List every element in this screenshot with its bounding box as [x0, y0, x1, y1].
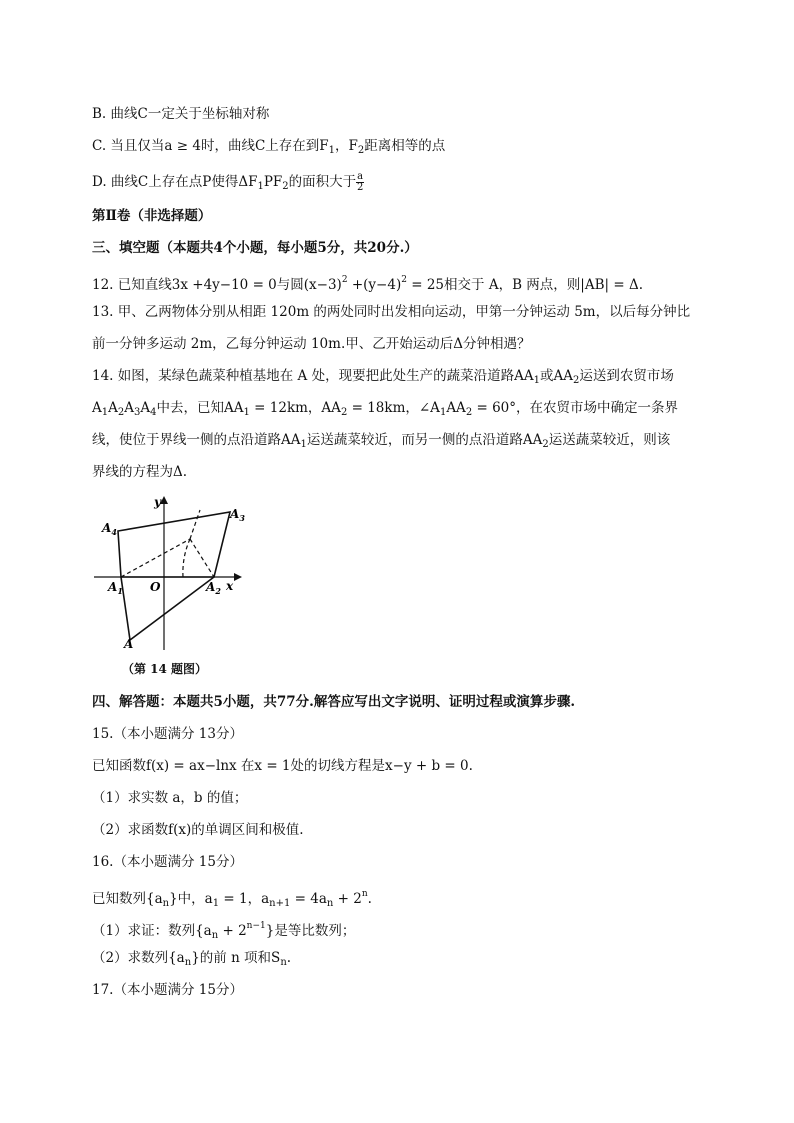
- question-15-part-2: （2）求函数f(x)的单调区间和极值.: [92, 822, 304, 838]
- question-15-head: 15.（本小题满分 13分）: [92, 726, 243, 742]
- question-17-head: 17.（本小题满分 15分）: [92, 982, 243, 998]
- question-16-stem: 已知数列$\{a_n\}$中，$a_1 = 1$，$a_{n+1} = 4a_n + 2^n$.: [92, 889, 372, 909]
- label-a: A: [124, 637, 134, 651]
- road-aa2: [130, 577, 214, 640]
- label-a4: $A_4$: [102, 521, 117, 537]
- question-15-stem: 已知函数f(x) = ax−lnx 在x = 1处的切线方程是x−y + b = 0.: [92, 758, 473, 774]
- fraction-a-over-2: $\frac{a}{2}$: [356, 171, 364, 193]
- label-a1: $A_1$: [108, 580, 123, 596]
- question-15-part-1: （1）求实数 a，b 的值；: [92, 790, 248, 806]
- question-12: 12. 已知直线3x +4y−10 = 0与圆$(x-3)^2 +(y-4)^2 = 25$相交于 A，B 两点，则|AB| = Δ.: [92, 275, 643, 293]
- option-d: D. 曲线C上存在点P使得$\Delta F_1PF_2$的面积大于 $\frac{a}{2}$: [92, 171, 364, 193]
- dashed-point-to-a2: [190, 539, 214, 577]
- label-origin: O: [150, 580, 161, 594]
- question-16-head: 16.（本小题满分 15分）: [92, 854, 243, 870]
- question-13-line-1: 13. 甲、乙两物体分别从相距 120m 的两处同时出发相向运动，甲第一分钟运动 5m，以后每分钟比: [92, 304, 691, 320]
- question-14-line-1: 14. 如图，某绿色蔬菜种植基地在 A 处，现要把此处生产的蔬菜沿道路$AA_1$或$AA_2$运送到农贸市场: [92, 368, 674, 386]
- question-14-figure: [90, 492, 250, 652]
- question-14-line-3: 线，使位于界线一侧的点沿道路$AA_1$运送蔬菜较近，而另一侧的点沿道路$AA_2$运送蔬菜较近，则该: [92, 432, 671, 450]
- section-3-title: 三、填空题（本题共4个小题，每小题5分，共20分.）: [92, 240, 418, 256]
- dashed-a1-to-point: [121, 539, 190, 577]
- section-2-title: 第Ⅱ卷（非选择题）: [92, 208, 212, 224]
- label-x: x: [226, 579, 234, 593]
- figure-caption: （第 14 题图）: [122, 662, 208, 676]
- option-b: B. 曲线C一定关于坐标轴对称: [92, 106, 270, 122]
- question-14-line-4: 界线的方程为Δ.: [92, 464, 188, 480]
- y-axis-arrow: [160, 496, 168, 504]
- question-14-line-2: $A_1A_2A_3A_4$中去，已知$AA_1 = 12km$，$AA_2 = 18km$，$\angle A_1AA_2 = 60^\circ$，在农贸市场中确定一条界: [92, 400, 679, 418]
- section-4-title: 四、解答题：本题共5小题，共77分.解答应写出文字说明、证明过程或演算步骤.: [92, 694, 576, 710]
- question-13-line-2: 前一分钟多运动 2m，乙每分钟运动 10m.甲、乙开始运动后Δ分钟相遇？: [92, 336, 531, 352]
- question-16-part-2: （2）求数列$\{a_n\}$的前 n 项和$S_n$.: [92, 950, 292, 968]
- label-a2: $A_2$: [206, 580, 221, 596]
- x-axis-arrow: [234, 573, 242, 581]
- label-y: y: [154, 495, 161, 509]
- option-c: C. 当且仅当a ≥ 4时，曲线C上存在到$F_1$，$F_2$距离相等的点: [92, 138, 446, 156]
- market-quadrilateral: [118, 512, 230, 577]
- dashed-arc: [183, 539, 190, 577]
- label-a3: $A_3$: [230, 507, 245, 523]
- dashed-boundary: [190, 510, 200, 539]
- question-16-part-1: （1）求证：数列$\{a_n + 2^{n-1}\}$是等比数列；: [92, 921, 356, 941]
